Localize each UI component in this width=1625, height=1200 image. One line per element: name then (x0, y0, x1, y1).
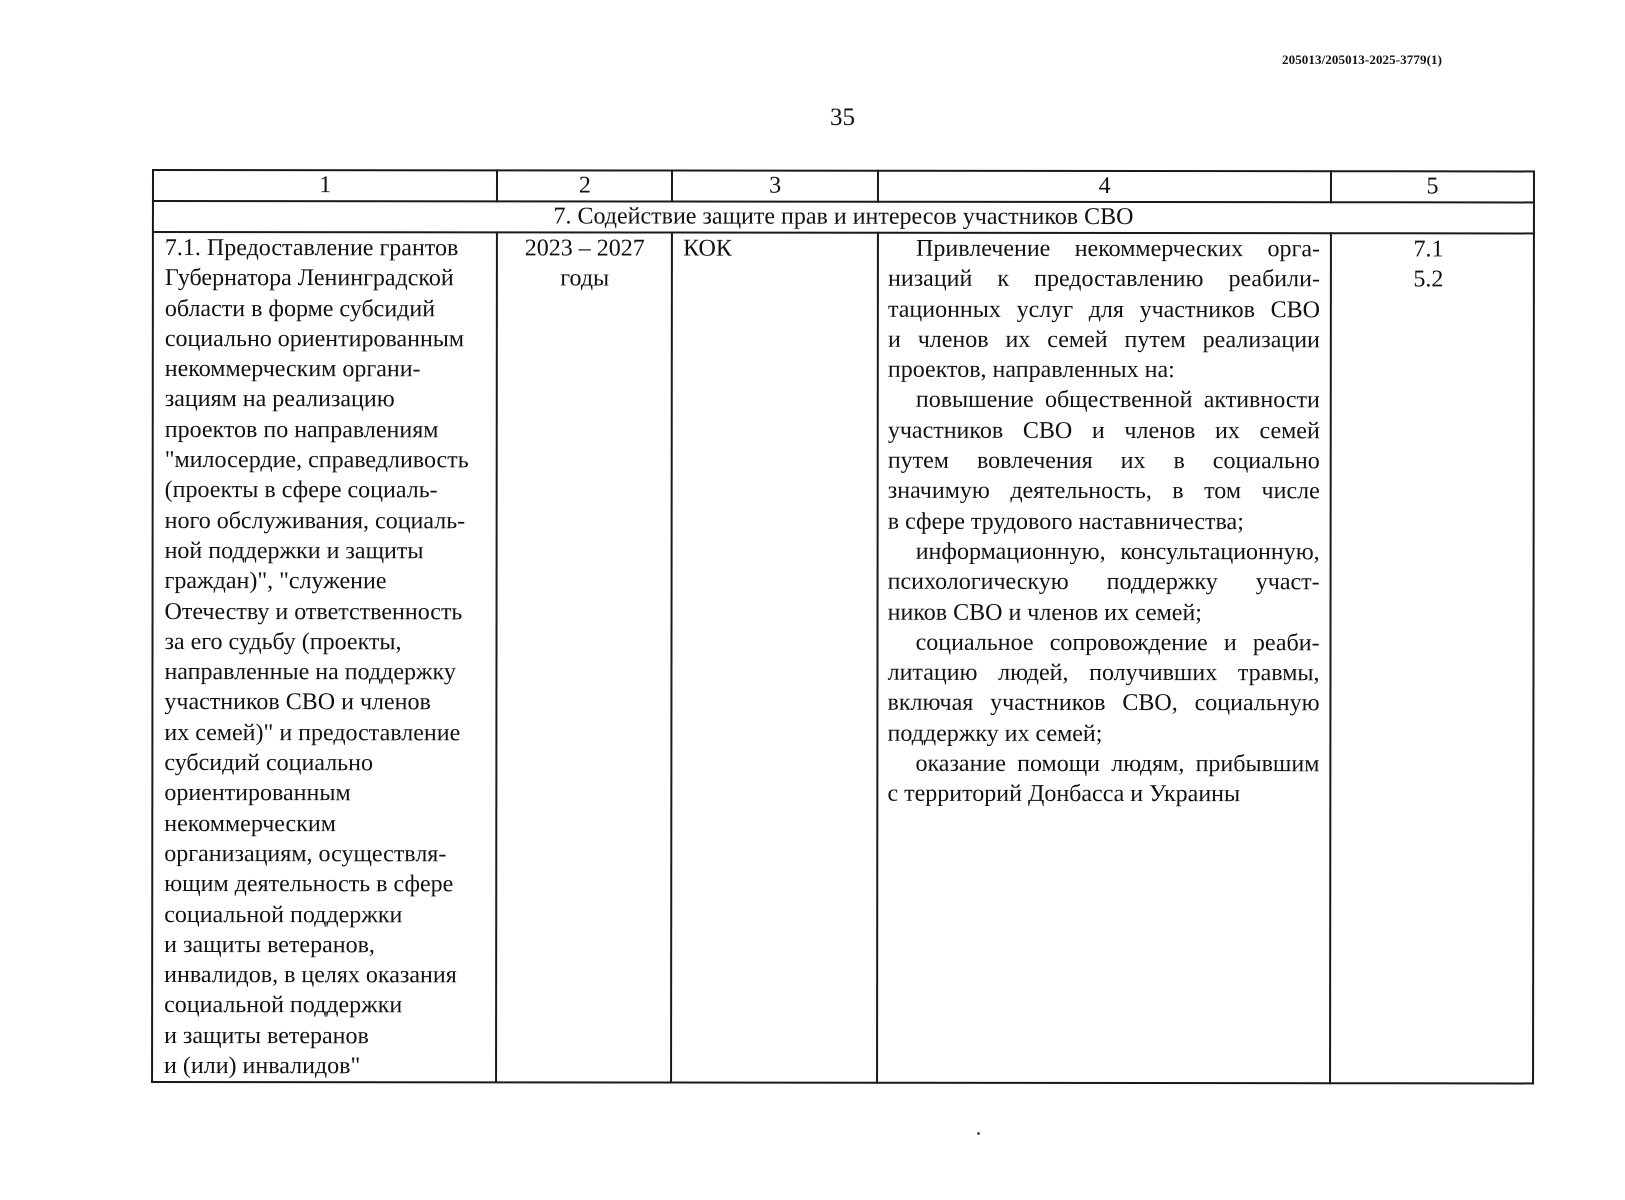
page-number: 35 (830, 104, 855, 131)
text-line: Отечеству и ответственность (164, 598, 463, 625)
text-line: Привлечение некоммерческих орга- (916, 235, 1321, 263)
text-line: "милосердие, справедливость (164, 447, 469, 474)
document-id: 205013/205013-2025-3779(1) (1282, 52, 1443, 67)
text-line: повышение общественной активности (915, 387, 1320, 414)
period-cell (497, 232, 673, 1082)
text-line: граждан)", "служение (164, 568, 387, 595)
text-line: ориентированным (164, 780, 351, 807)
text-line: поддержку их семей; (887, 720, 1103, 747)
responsible-text: КОК (683, 235, 732, 262)
text-line: области в форме субсидий (164, 295, 436, 322)
scan-speck (977, 1132, 980, 1135)
text-line: 7.1 (1413, 236, 1444, 263)
text-line: и защиты ветеранов (164, 1022, 369, 1049)
column-number-3: 3 (672, 171, 878, 202)
text-line: (проекты в сфере социаль- (164, 477, 438, 504)
text-line: направленные на поддержку (164, 659, 456, 686)
text-line: литацию людей, получивших травмы, (887, 659, 1320, 687)
text-line: 5.2 (1413, 266, 1444, 293)
indicator-text (1332, 234, 1525, 295)
text-line: ной поддержки и защиты (164, 537, 424, 565)
text-line: некоммерческим (164, 810, 336, 837)
text-line: организациям, осуществля- (164, 840, 447, 868)
text-line: проектов, направленных на: (887, 356, 1175, 384)
expected-result-cell (877, 233, 1331, 1084)
text-line: проектов по направлениям (164, 416, 439, 444)
column-number-row (153, 170, 1534, 202)
text-line: тационных услуг для участников СВО (887, 296, 1320, 323)
text-line: ющим деятельность в сфере (164, 871, 454, 898)
text-line: зациям на реализацию (164, 386, 395, 413)
text-line: участников СВО и членов (164, 689, 431, 716)
column-number-2: 2 (497, 170, 672, 201)
activity-description-text (164, 233, 490, 1082)
text-line: социальной поддержки (164, 992, 403, 1019)
text-line: психологическую поддержку участ- (887, 569, 1320, 596)
text-line: их семей)" и предоставление (164, 719, 461, 747)
text-line: некоммерческим органи- (164, 356, 421, 383)
program-table (151, 169, 1535, 1085)
text-line: субсидий социально (164, 750, 373, 777)
text-line: с территорий Донбасса и Украины (887, 781, 1241, 808)
column-number-5: 5 (1331, 171, 1534, 202)
indicator-cell (1330, 233, 1534, 1084)
text-line: ников СВО и членов их семей; (887, 599, 1203, 626)
text-line: социально ориентированным (164, 325, 465, 353)
section-row (153, 201, 1534, 233)
text-line: ного обслуживания, социаль- (164, 507, 466, 535)
text-line: социальное сопровождение и реаби- (915, 629, 1320, 657)
text-line: в сфере трудового наставничества; (887, 508, 1244, 535)
text-line: значимую деятельность, в том числе (887, 478, 1320, 505)
text-line: 2023 – 2027 (524, 235, 645, 262)
text-line: годы (560, 265, 610, 292)
responsible-cell (671, 233, 878, 1084)
text-line: 7.1. Предоставление грантов (164, 235, 459, 262)
column-number-1: 1 (153, 170, 498, 201)
text-line: и (или) инвалидов" (164, 1053, 361, 1080)
text-line: участников СВО и членов их семей (887, 417, 1320, 445)
activity-description-cell (152, 232, 497, 1083)
text-line: и членов их семей путем реализации (887, 326, 1320, 354)
text-line: Губернатора Ленинградской (164, 265, 454, 292)
text-line: включая участников СВО, социальную (887, 690, 1320, 717)
period-text (506, 233, 663, 294)
table-row (152, 232, 1534, 1084)
text-line: и защиты ветеранов, (164, 931, 375, 959)
text-line: путем вовлечения их в социально (887, 447, 1320, 475)
text-line: инвалидов, в целях оказания (164, 962, 457, 989)
text-line: за его судьбу (проекты, (164, 628, 402, 656)
text-line: оказание помощи людям, прибывшим (915, 750, 1320, 778)
text-line: низаций к предоставлению реабили- (887, 266, 1320, 293)
section-title: 7. Содействие защите прав и интересов участников СВО (153, 201, 1534, 233)
expected-result-text (887, 234, 1320, 810)
text-line: информационную, консультационную, (915, 538, 1320, 566)
text-line: социальной поддержки (164, 901, 403, 928)
column-number-4: 4 (878, 171, 1331, 202)
